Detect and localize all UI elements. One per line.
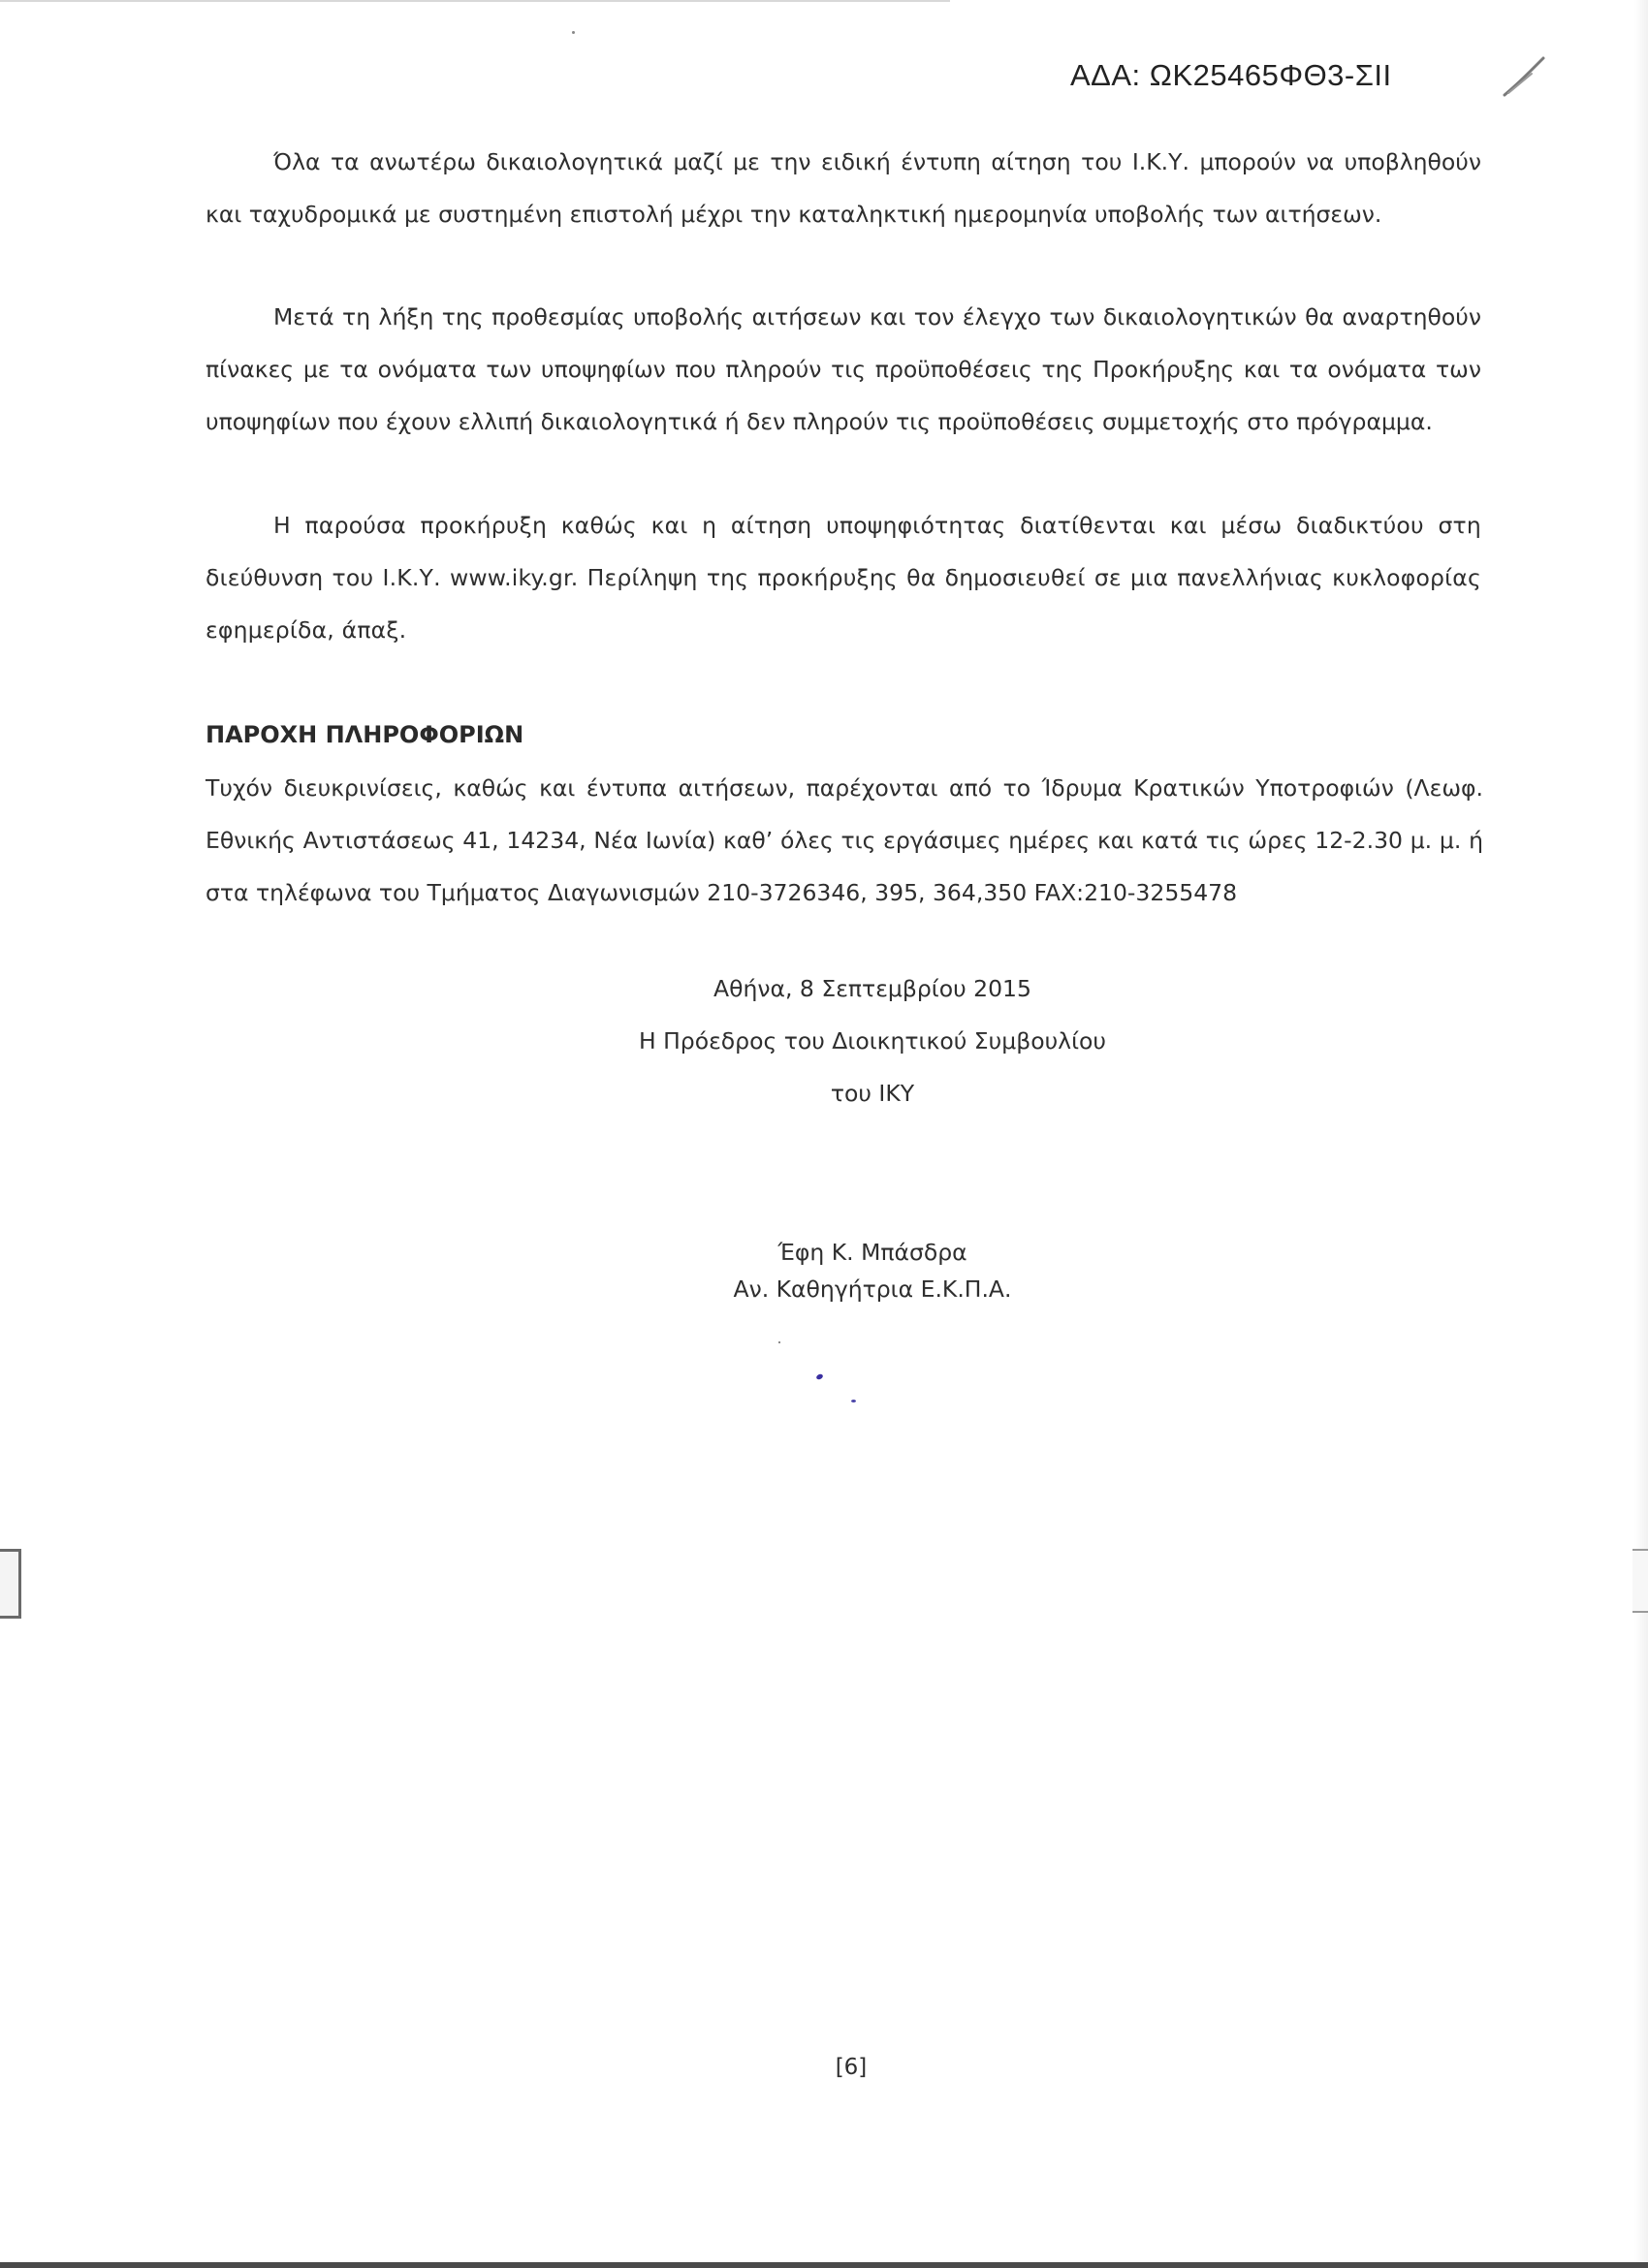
ink-speck (851, 1400, 856, 1402)
page-number: [6] (835, 2055, 868, 2080)
ink-speck (572, 31, 575, 34)
signatory-title: Αν. Καθηγήτρια Ε.Κ.Π.Α. (733, 1276, 1012, 1303)
ink-speck (815, 1373, 823, 1380)
scan-left-clip (0, 1549, 21, 1619)
paragraph-results-tables: Μετά τη λήξη της προθεσμίας υποβολής αιτήσεων και τον έλεγχο των δικαιολογητικών θα αναρτηθούν πίνακες με τα ονόματα των υποψηφίων που πληρούν τις προϋποθέσεις της Προκήρυξης και τα ονόματα των υποψηφίων που έχουν ελλιπή δικαιολογητικά ή δεν πληρούν τις προϋποθέσεις συμμετοχής στο πρόγραμμα. (206, 303, 1481, 435)
scan-right-shadow (1634, 0, 1648, 2268)
info-body: Τυχόν διευκρινίσεις, καθώς και έντυπα αιτήσεων, παρέχονται από το Ίδρυμα Κρατικών Υποτροφιών (Λεωφ. Εθνικής Αντιστάσεως 41, 14234, Νέα Ιωνία) καθ’ όλες τις εργάσιμες ημέρες και κατά τις ώρες 12-2.30 μ. μ. ή στα τηλέφωνα του Τμήματος Διαγωνισμών 210-3726346, 395, 364,350 FAX:210-3255478 (206, 774, 1483, 906)
paragraph-submission-by-mail: Όλα τα ανωτέρω δικαιολογητικά μαζί με την ειδική έντυπη αίτηση του Ι.Κ.Υ. μπορούν να υποβληθούν και ταχυδρομικά με συστημένη επιστολή μέχρι την καταληκτική ημερομηνία υποβολής των αιτήσεων. (206, 148, 1481, 228)
signature-place-date: Αθήνα, 8 Σεπτεμβρίου 2015 (713, 975, 1031, 1002)
info-heading: ΠΑΡΟΧΗ ΠΛΗΡΟΦΟΡΙΩΝ (206, 721, 524, 748)
ada-code: ΑΔΑ: ΩΚ25465ΦΘ3-ΣΙΙ (1070, 58, 1392, 92)
scan-right-clip (1632, 1549, 1648, 1613)
paragraph-online-availability: Η παρούσα προκήρυξη καθώς και η αίτηση υποψηφιότητας διατίθενται και μέσω διαδικτύου στη διεύθυνση του Ι.Κ.Υ. www.iky.gr. Περίληψη της προκήρυξης θα δημοσιευθεί σε μια πανελλήνιας κυκλοφορίας εφημερίδα, άπαξ. (206, 512, 1481, 644)
pen-stroke-icon (1501, 54, 1547, 99)
signature-organization: του ΙΚΥ (830, 1080, 915, 1107)
scan-bottom-band (0, 2262, 1648, 2268)
signatory-name: Έφη Κ. Μπάσδρα (777, 1239, 967, 1266)
signature-role: Η Πρόεδρος του Διοικητικού Συμβουλίου (638, 1027, 1107, 1055)
ink-speck (778, 1341, 780, 1343)
scan-edge-line (0, 0, 950, 2)
